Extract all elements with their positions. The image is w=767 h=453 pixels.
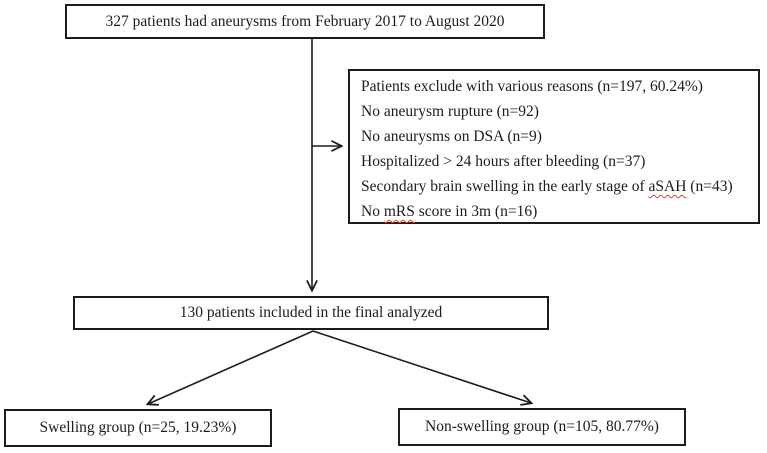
total-patients-text: 327 patients had aneurysms from February 2017 to August 2020 xyxy=(105,12,505,30)
included-patients-box xyxy=(73,296,549,330)
exclusion-line: No mRS score in 3m (n=16) xyxy=(361,203,538,220)
non-swelling-group-text: Non-swelling group (n=105, 80.77%) xyxy=(425,418,659,435)
non-swelling-group-box xyxy=(398,408,686,446)
exclusion-line: No aneurysm rupture (n=92) xyxy=(361,103,539,120)
arrow-included-to-non-swelling xyxy=(313,331,531,403)
included-patients-text: 130 patients included in the final analyzed xyxy=(179,304,443,321)
swelling-group-text: Swelling group (n=25, 19.23%) xyxy=(39,419,237,436)
exclusion-line: Hospitalized > 24 hours after bleeding (n=37) xyxy=(361,153,646,170)
exclusion-line: No aneurysms on DSA (n=9) xyxy=(361,128,542,145)
exclusion-line: Patients exclude with various reasons (n=197, 60.24%) xyxy=(361,78,703,95)
total-patients-box xyxy=(65,4,545,39)
swelling-group-box xyxy=(4,409,272,447)
exclusion-reasons-box xyxy=(348,69,760,224)
exclusion-line: Secondary brain swelling in the early stage of aSAH (n=43) xyxy=(361,178,733,195)
arrow-included-to-swelling xyxy=(148,331,313,404)
